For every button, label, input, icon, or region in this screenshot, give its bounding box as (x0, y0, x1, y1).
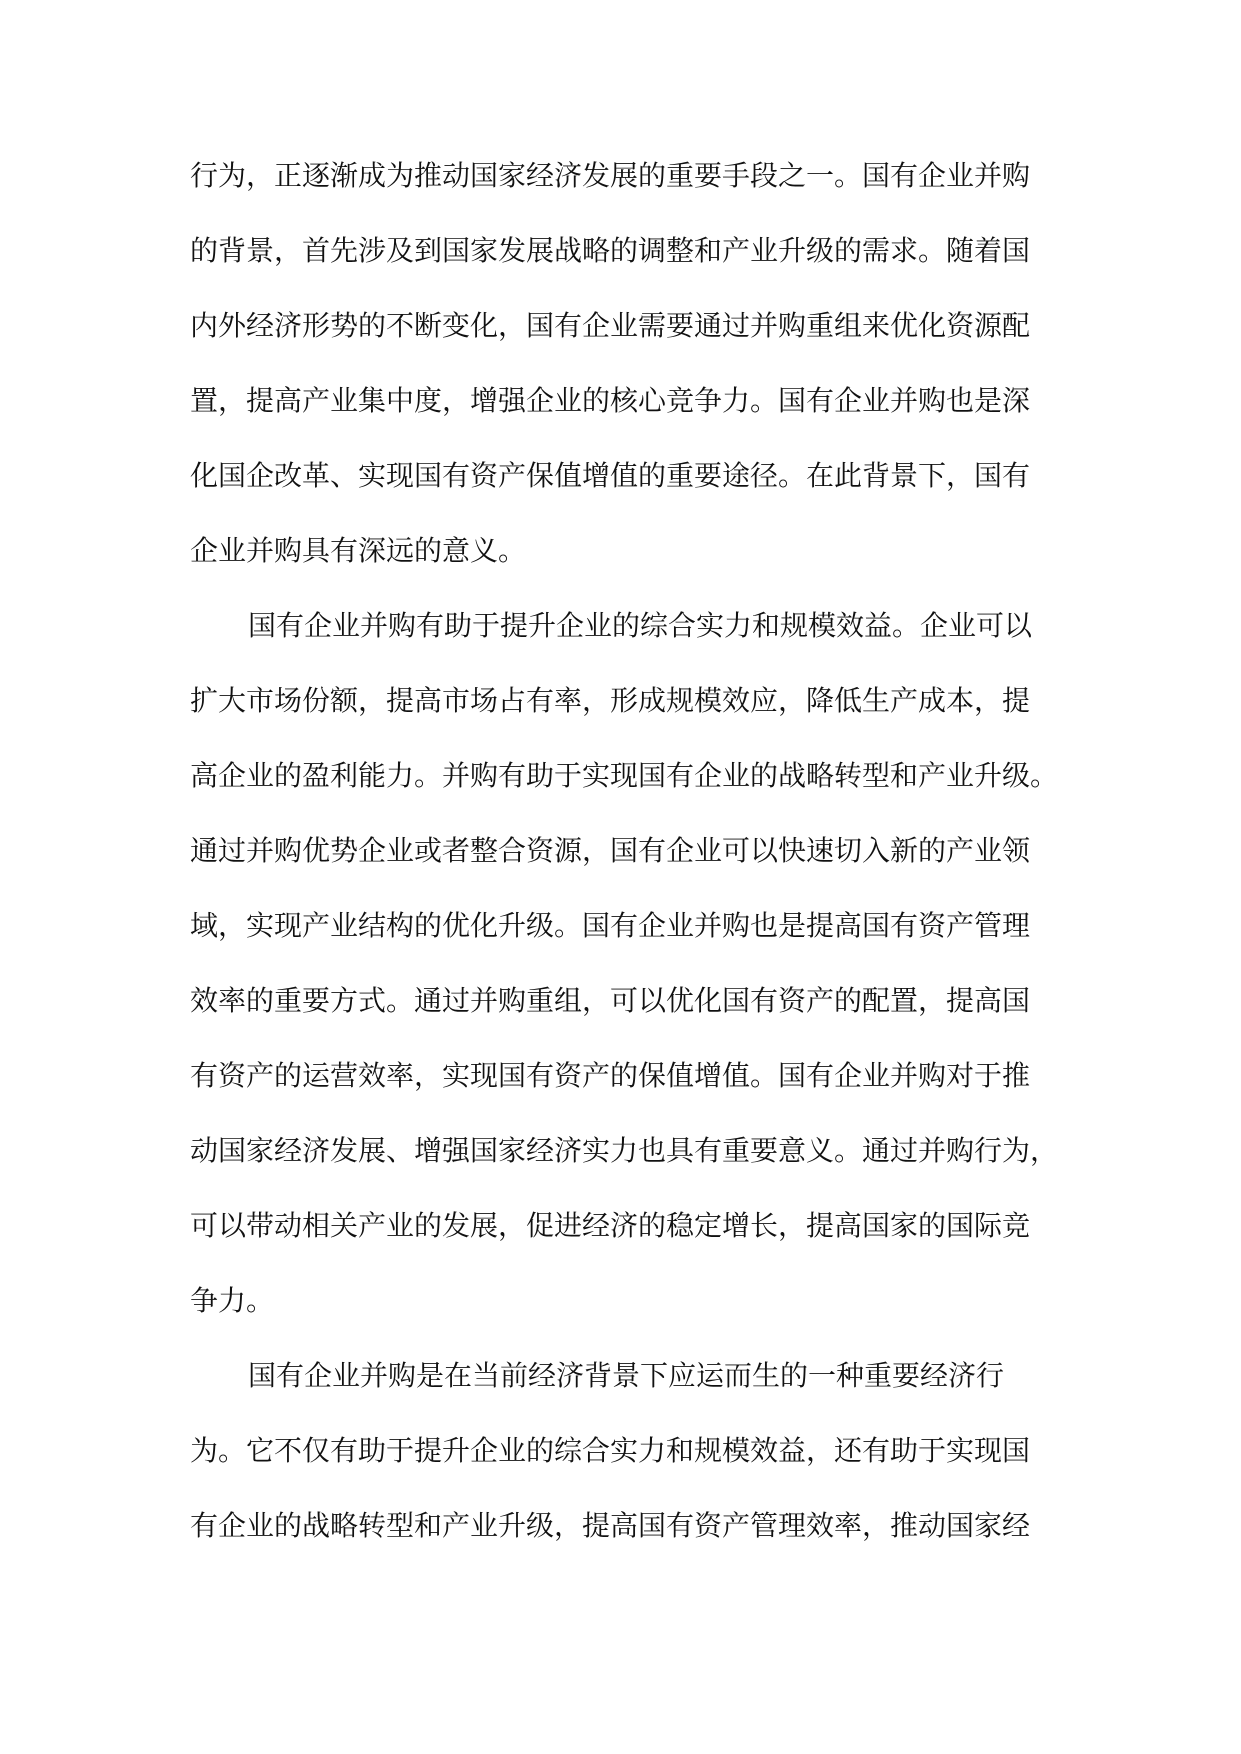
body-text (190, 138, 1060, 1563)
text-line: 国有企业并购是在当前经济背景下应运而生的一种重要经济行 (248, 1359, 1005, 1392)
text-line: 争力。 (190, 1284, 275, 1317)
text-line: 高企业的盈利能力。并购有助于实现国有企业的战略转型和产业升级。 (190, 759, 1059, 792)
text-line: 扩大市场份额，提高市场占有率，形成规模效应，降低生产成本，提 (190, 684, 1031, 717)
text-line: 化国企改革、实现国有资产保值增值的重要途径。在此背景下，国有 (190, 459, 1031, 492)
text-line: 效率的重要方式。通过并购重组，可以优化国有资产的配置，提高国 (190, 984, 1031, 1017)
text-line: 国有企业并购有助于提升企业的综合实力和规模效益。企业可以 (248, 609, 1033, 642)
text-line: 通过并购优势企业或者整合资源，国有企业可以快速切入新的产业领 (190, 834, 1031, 867)
text-line: 动国家经济发展、增强国家经济实力也具有重要意义。通过并购行为， (190, 1134, 1059, 1167)
text-line: 置，提高产业集中度，增强企业的核心竞争力。国有企业并购也是深 (190, 384, 1031, 417)
text-line: 可以带动相关产业的发展，促进经济的稳定增长，提高国家的国际竞 (190, 1209, 1031, 1242)
text-line: 企业并购具有深远的意义。 (190, 534, 527, 567)
text-line: 域，实现产业结构的优化升级。国有企业并购也是提高国有资产管理 (190, 909, 1031, 942)
text-line: 有企业的战略转型和产业升级，提高国有资产管理效率，推动国家经 (190, 1509, 1031, 1542)
text-line: 行为，正逐渐成为推动国家经济发展的重要手段之一。国有企业并购 (190, 159, 1031, 192)
text-line: 的背景，首先涉及到国家发展战略的调整和产业升级的需求。随着国 (190, 234, 1031, 267)
text-line: 有资产的运营效率，实现国有资产的保值增值。国有企业并购对于推 (190, 1059, 1031, 1092)
text-line: 为。它不仅有助于提升企业的综合实力和规模效益，还有助于实现国 (190, 1434, 1031, 1467)
text-line: 内外经济形势的不断变化，国有企业需要通过并购重组来优化资源配 (190, 309, 1031, 342)
